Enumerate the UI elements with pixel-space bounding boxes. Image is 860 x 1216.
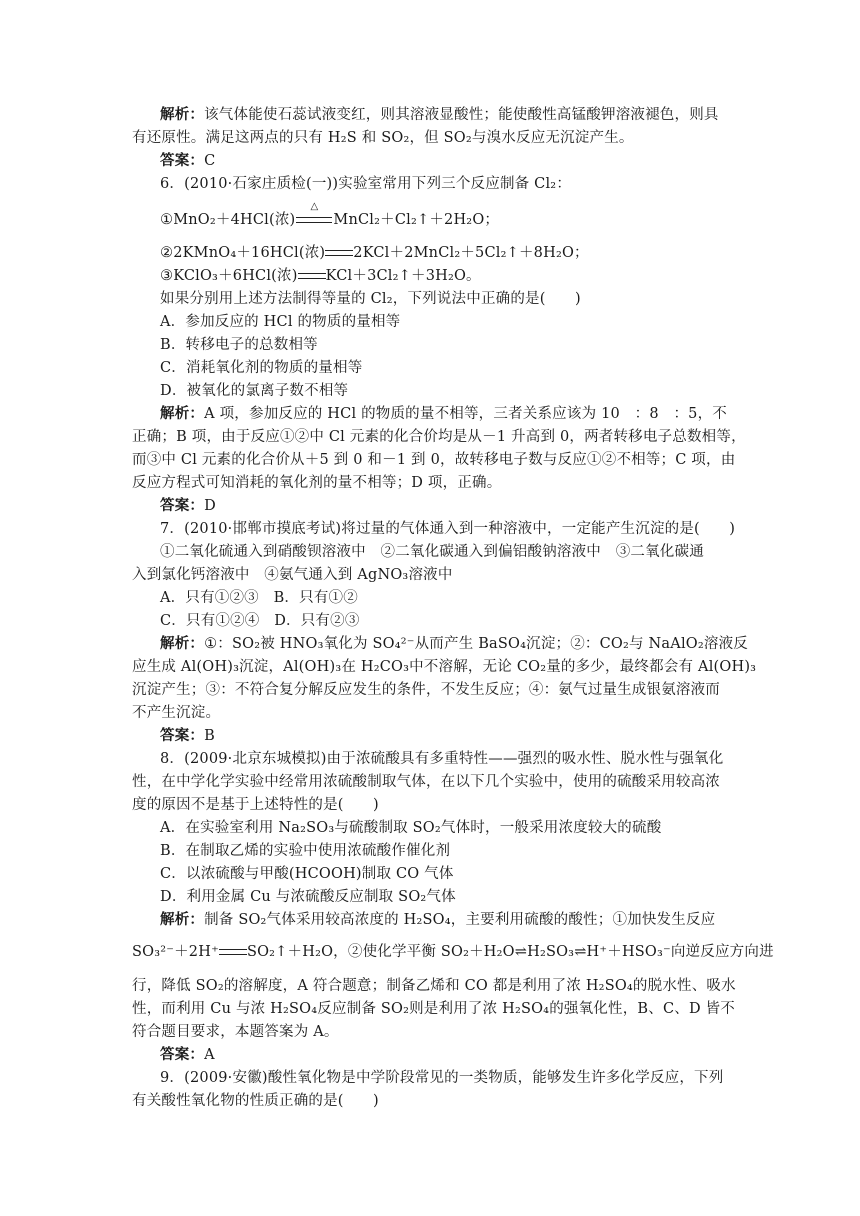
text-line: 行，降低 SO₂的溶解度，A 符合题意；制备乙烯和 CO 都是利用了浓 H₂SO₄的脱水性、吸水 — [132, 978, 736, 994]
answer-line: 答案：D — [160, 497, 216, 514]
text-line: 正确；B 项，由于反应①②中 Cl 元素的化合价均是从－1 升高到 0，两者转移电子总数相等， — [132, 429, 746, 445]
equation-2: ②2KMnO₄＋16HCl(浓) 2KCl＋2MnCl₂＋5Cl₂↑＋8H₂O； — [160, 245, 589, 261]
option-c: C．以浓硫酸与甲酸(HCOOH)制取 CO 气体 — [160, 866, 454, 882]
question-9-stem: 9．(2009·安徽)酸性氧化物是中学阶段常见的一类物质，能够发生许多化学反应，下列 — [160, 1070, 724, 1086]
option-c: C．消耗氧化剂的物质的量相等 — [160, 360, 363, 376]
text-line: 沉淀产生；③：不符合复分解反应发生的条件，不发生反应；④：氨气过量生成银氨溶液而 — [132, 682, 720, 698]
option-b: B．在制取乙烯的实验中使用浓硫酸作催化剂 — [160, 843, 451, 859]
text-line: 符合题目要求，本题答案为 A。 — [132, 1024, 339, 1040]
option-a: A．在实验室利用 Na₂SO₃与硫酸制取 SO₂气体时，一般采用浓度较大的硫酸 — [160, 820, 662, 836]
option-d: D．被氧化的氯离子数不相等 — [160, 383, 349, 399]
option-cd: C．只有①②④ D．只有②③ — [160, 613, 360, 629]
analysis-line: 解析：该气体能使石蕊试液变红，则其溶液显酸性；能使酸性高锰酸钾溶液褪色，则具 — [160, 106, 719, 123]
text-line: 不产生沉淀。 — [132, 705, 221, 721]
answer-line: 答案：B — [160, 727, 215, 744]
analysis-line: 解析：①：SO₂被 HNO₃氧化为 SO₄²⁻从而产生 BaSO₄沉淀；②：CO₂与 NaAlO₂溶液反 — [160, 635, 748, 652]
text-line: 入到氯化钙溶液中 ④氨气通入到 AgNO₃溶液中 — [132, 567, 453, 583]
equation-1: ①MnO₂＋4HCl(浓) △ MnCl₂＋Cl₂↑＋2H₂O； — [160, 201, 500, 228]
text-line: 性，在中学化学实验中经常用浓硫酸制取气体，在以下几个实验中，使用的硫酸采用较高浓 — [132, 774, 720, 790]
text-line: ①二氧化硫通入到硝酸钡溶液中 ②二氧化碳通入到偏铝酸钠溶液中 ③二氧化碳通 — [160, 544, 704, 560]
text-line: 有关酸性氧化物的性质正确的是( ) — [132, 1093, 379, 1109]
text-line: 性，而利用 Cu 与浓 H₂SO₄反应制备 SO₂则是利用了浓 H₂SO₄的强氧化性，B、C、D 皆不 — [132, 1001, 735, 1017]
answer-line: 答案：A — [160, 1046, 215, 1063]
question-6-prompt: 如果分别用上述方法制得等量的 Cl₂，下列说法中正确的是( ) — [160, 291, 581, 307]
option-b: B．转移电子的总数相等 — [160, 337, 318, 353]
text-line: 而③中 Cl 元素的化合价从＋5 到 0 和－1 到 0，故转移电子数与反应①②不相等；C 项，由 — [132, 452, 736, 468]
question-7-stem: 7．(2010·邯郸市摸底考试)将过量的气体通入到一种溶液中，一定能产生沉淀的是( ) — [160, 521, 736, 537]
analysis-line: 解析：A 项，参加反应的 HCl 的物质的量不相等，三者关系应该为 10 ：8 ：5，不 — [160, 405, 727, 422]
option-ab: A．只有①②③ B．只有①② — [160, 590, 358, 606]
text-line: 度的原因不是基于上述特性的是( ) — [132, 797, 379, 813]
text-line: 应生成 Al(OH)₃沉淀，Al(OH)₃在 H₂CO₃中不溶解，无论 CO₂量的多少，最终都会有 Al(OH)₃ — [132, 659, 757, 675]
text-line: 有还原性。满足这两点的只有 H₂S 和 SO₂，但 SO₂与溴水反应无沉淀产生。 — [132, 130, 634, 146]
equation-3: ③KClO₃＋6HCl(浓) KCl＋3Cl₂↑＋3H₂O。 — [160, 268, 481, 284]
answer-line: 答案：C — [160, 152, 216, 169]
text-line: 反应方程式可知消耗的氧化剂的量不相等；D 项，正确。 — [132, 475, 502, 491]
option-d: D．利用金属 Cu 与浓硫酸反应制取 SO₂气体 — [160, 889, 456, 905]
option-a: A．参加反应的 HCl 的物质的量相等 — [160, 314, 401, 330]
analysis-line: 解析：制备 SO₂气体采用较高浓度的 H₂SO₄，主要利用硫酸的酸性；①加快发生反应 — [160, 911, 716, 928]
question-8-stem: 8．(2009·北京东城模拟)由于浓硫酸具有多重特性——强烈的吸水性、脱水性与强氧化 — [160, 751, 724, 767]
equation-line: SO₃²⁻＋2H⁺ SO₂↑＋H₂O，②使化学平衡 SO₂＋H₂O⇌H₂SO₃⇌H⁺＋HSO₃⁻向逆反应方向进 — [132, 944, 774, 960]
question-6-stem: 6．(2010·石家庄质检(一))实验室常用下列三个反应制备 Cl₂： — [160, 176, 572, 192]
